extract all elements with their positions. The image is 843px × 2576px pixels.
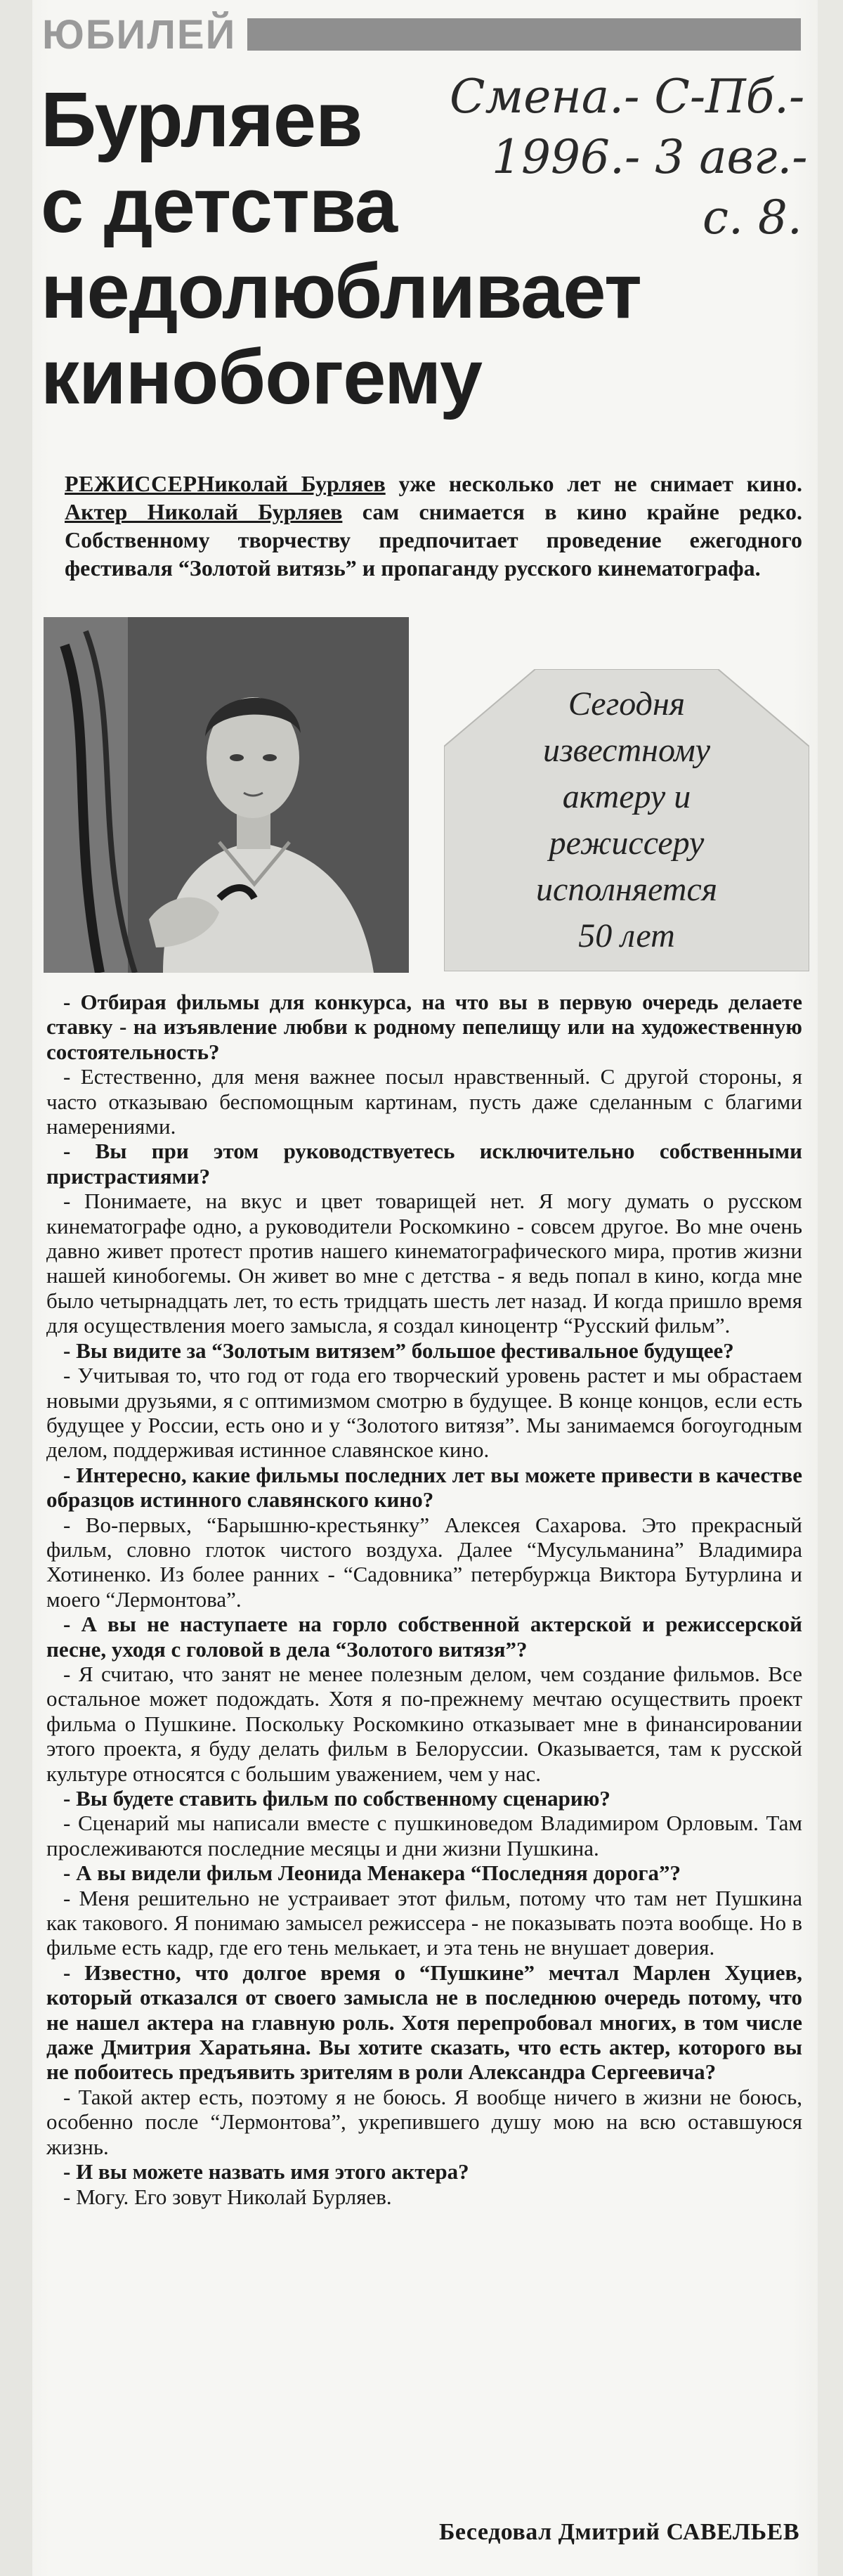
interview-question: - Вы будете ставить фильм по собственному сценарию? [63,1786,610,1811]
callout-line: режиссеру [549,824,705,862]
handwritten-line: с. 8. [702,190,802,245]
headline-line: недолюбливает [41,248,641,335]
callout-line: 50 лет [578,917,675,954]
adjacent-column-edge-right [818,0,843,2576]
interview-question: - А вы видели фильм Леонида Менакера “Последняя дорога”? [63,1860,681,1886]
anniversary-callout [444,669,809,971]
handwritten-source-note [450,67,815,248]
callout-line: Сегодня [568,685,686,723]
interview-answer: - Учитывая то, что год от года его творческий уровень растет и мы обрастаем новыми друзьями, я с оптимизмом смотрю в будущее. В конце концов, если есть будущее у России, есть оно и у “Золотого витязя”. Мы занимаемся богоугодным делом, поддерживая истинное славянское кино. [46,1363,802,1463]
interview-question: - И вы можете назвать имя этого актера? [63,2159,469,2185]
headline-line: Бурляев [41,77,362,163]
interview-question: - Интересно, какие фильмы последних лет вы можете привести в качестве образцов истинного славянского кино? [46,1462,802,1513]
lead-paragraph [65,470,802,582]
interview-question: - Вы видите за “Золотым витязем” большое фестивальное будущее? [63,1338,734,1363]
callout-line: исполняется [535,871,718,908]
lead-text: уже несколько лет не снимает кино. [385,471,802,496]
interview-answer: - Сценарий мы написали вместе с пушкиноведом Владимиром Орловым. Там прослеживаются последние месяцы и дни жизни Пушкина. [46,1811,802,1860]
interview-answer: - Меня решительно не устраивает этот фильм, потому что там нет Пушкина как такового. Я понимаю замысел режиссера - не показывать поэта вообще. Но в фильме есть кадр, где его тень мелькает, и эта тень не внушает доверия. [46,1885,802,1960]
callout-line: актеру и [562,778,691,815]
lead-text: Актер Николай Бурляев [65,499,343,524]
rubric-bar [247,18,801,51]
interview-question: - А вы не наступаете на горло собственной актерской и режиссерской песне, уходя с головой в дела “Золотого витязя”? [46,1612,802,1662]
interview-answer: - Я считаю, что занят не менее полезным делом, чем создание фильмов. Все остальное может подождать. Хотя я по-прежнему мечтаю осуществить проект фильма о Пушкине. Поскольку Роскомкино отказывает мне в финансировании этого проекта, я буду делать фильм в Белоруссии. Оказывается, там к русской культуре относятся с большим уважением, чем у нас. [46,1661,802,1786]
byline: Беседовал Дмитрий САВЕЛЬЕВ [438,2519,799,2545]
lead-text: сам снимается в кино крайне редко. Собственному творчеству предпочитает проведение ежегодного фестиваля “Золотой витязь” и пропаганду русского кинематографа. [65,499,802,581]
portrait-illustration [44,617,409,973]
interview-question: - Отбирая фильмы для конкурса, на что вы в первую очередь делаете ставку - на изъявление любви к родному пепелищу или на художественную состоятельность? [46,990,802,1064]
interview-question: - Известно, что долгое время о “Пушкине” мечтал Марлен Хуциев, который отказался от своего замысла не в последнюю очередь потому, что не нашел актера на главную роль. Хотя перепробовал многих, в том числе даже Дмитрия Харатьяна. Вы хотите сказать, что есть актер, которого вы не побоитесь предъявить зрителям в роли Александра Сергеевича? [46,1960,802,2085]
interview-body [46,990,802,2209]
interview-question: - Вы при этом руководствуетесь исключительно собственными пристрастиями? [46,1139,802,1189]
interview-answer: - Такой актер есть, поэтому я не боюсь. Я вообще ничего в жизни не боюсь, особенно после “Лермонтова”, укрепившего душу мою на всю оставшуюся жизнь. [46,2084,802,2159]
adjacent-column-edge-left [0,0,32,2576]
rubric-header [42,13,801,56]
interview-answer: - Во-первых, “Барышню-крестьянку” Алексея Сахарова. Это прекрасный фильм, словно глоток чистого воздуха. Далее “Мусульманина” Владимира Хотиненко. Из более ранних - “Садовника” петербуржца Виктора Бутурлина и моего “Лермонтова”. [46,1512,802,1612]
handwritten-line: 1996.- 3 авг.- [492,130,808,184]
rubric-label: ЮБИЛЕЙ [42,11,237,58]
handwritten-line: Смена.- С-Пб.- [450,70,805,124]
callout-line: известному [542,732,711,769]
headline-line: кинобогему [41,334,483,420]
lead-name: Николай Бурляев [197,471,386,496]
callout-text [444,669,809,971]
headline-line: с детства [41,162,398,249]
interview-answer: - Могу. Его зовут Николай Бурляев. [63,2184,392,2209]
portrait-photo [44,617,409,973]
interview-answer: - Понимаете, на вкус и цвет товарищей нет. Я могу думать о русском кинематографе одно, а руководители Роскомкино - совсем другое. Во мне очень давно живет протест против нашего кинематографического мира, против жизни нашей кинобогемы. Он живет во мне с детства - я ведь попал в кино, когда мне было четырнадцать лет, то есть тридцать шесть лет назад. И когда пришло время для осуществления моего замысла, я создал киноцентр “Русский фильм”. [46,1189,802,1338]
lead-heading: РЕЖИССЕР [65,471,197,496]
interview-answer: - Естественно, для меня важнее посыл нравственный. С другой стороны, я часто отказываю беспомощным картинам, пусть даже сделанным с благими намерениями. [46,1064,802,1139]
